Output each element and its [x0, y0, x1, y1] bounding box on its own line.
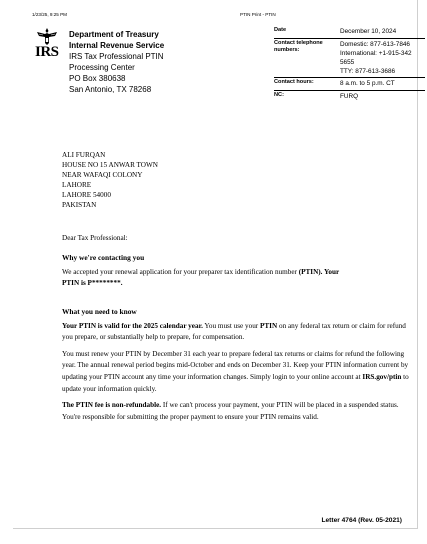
section-contacting [62, 252, 414, 295]
date-value: December 10, 2024 [340, 28, 397, 35]
agency-line: Processing Center [69, 63, 135, 72]
contacting-text: We accepted your renewal application for your preparer tax identification number (PTIN). Your PTIN is P********. [62, 267, 340, 288]
contact-info-table [274, 26, 425, 102]
agency-address [69, 29, 164, 95]
recipient-address [62, 150, 158, 210]
irs-logo [35, 27, 61, 59]
ptin-link: IRS.gov/ptin [362, 372, 402, 381]
ptin-number: PTIN is P********. [62, 279, 123, 288]
agency-line: IRS Tax Professional PTIN [69, 52, 164, 61]
address-line: HOUSE NO 15 ANWAR TOWN [62, 161, 158, 169]
agency-line: Department of Treasury [69, 30, 159, 39]
info-row-hours [274, 78, 425, 91]
section-heading: Why we're contacting you [62, 253, 145, 262]
phone-tty: TTY: 877-613-3686 [340, 67, 396, 75]
phone-international: International: +1-915-342 [340, 49, 412, 57]
agency-line: Internal Revenue Service [69, 41, 165, 50]
paragraph-fee: The PTIN fee is non-refundable. If we can't process your payment, your PTIN will be placed in a suspended status. You're responsible for submitting the proper payment to ensure your PTIN remains valid. [62, 401, 399, 421]
phone-international-cont: 5655 [340, 58, 355, 66]
nc-label: NC: [274, 91, 284, 98]
print-timestamp: 1/23/25, 9:25 PM [32, 12, 67, 17]
nc-value: FURQ [340, 92, 359, 100]
address-line: PAKISTAN [62, 201, 97, 209]
agency-line: San Antonio, TX 78268 [69, 85, 152, 94]
info-row-phone [274, 39, 425, 79]
section-need-to-know [62, 306, 414, 428]
address-line: NEAR WAFAQI COLONY [62, 171, 143, 179]
hours-value: 8 a.m. to 5 p.m. CT [340, 80, 395, 87]
salutation: Dear Tax Professional: [62, 234, 128, 242]
paragraph-validity: Your PTIN is valid for the 2025 calendar year. You must use your PTIN on any federal tax return or claim for refund you prepare, or substantially help to prepare, for compensation. [62, 321, 406, 342]
phone-values [340, 40, 425, 76]
letter-page [13, 0, 418, 529]
address-line: LAHORE 54000 [62, 191, 111, 199]
address-line: LAHORE [62, 181, 92, 189]
address-line: ALI FURQAN [62, 151, 106, 159]
paragraph-renewal: You must renew your PTIN by December 31 each year to prepare federal tax returns or claims for refund the following year. The annual renewal period begins mid-October and ends on December 31. Keep your PTIN information current by updating your PTIN account any time your information changes. Simply login to your online account at IRS.gov/ptin to update your information quickly. [62, 349, 409, 393]
irs-logo-text: IRS [35, 44, 59, 60]
print-title: PTIN Print - PTIN [240, 12, 276, 17]
section-heading: What you need to know [62, 307, 137, 316]
letter-number: Letter 4764 (Rev. 05-2021) [321, 517, 402, 524]
info-row-date [274, 26, 425, 39]
agency-line: PO Box 380638 [69, 74, 126, 83]
hours-label: Contact hours: [274, 79, 314, 85]
info-row-nc [274, 91, 425, 103]
date-label: Date [274, 27, 287, 33]
phone-domestic: Domestic: 877-613-7846 [340, 40, 410, 48]
phone-label: Contact telephone numbers: [274, 39, 323, 53]
